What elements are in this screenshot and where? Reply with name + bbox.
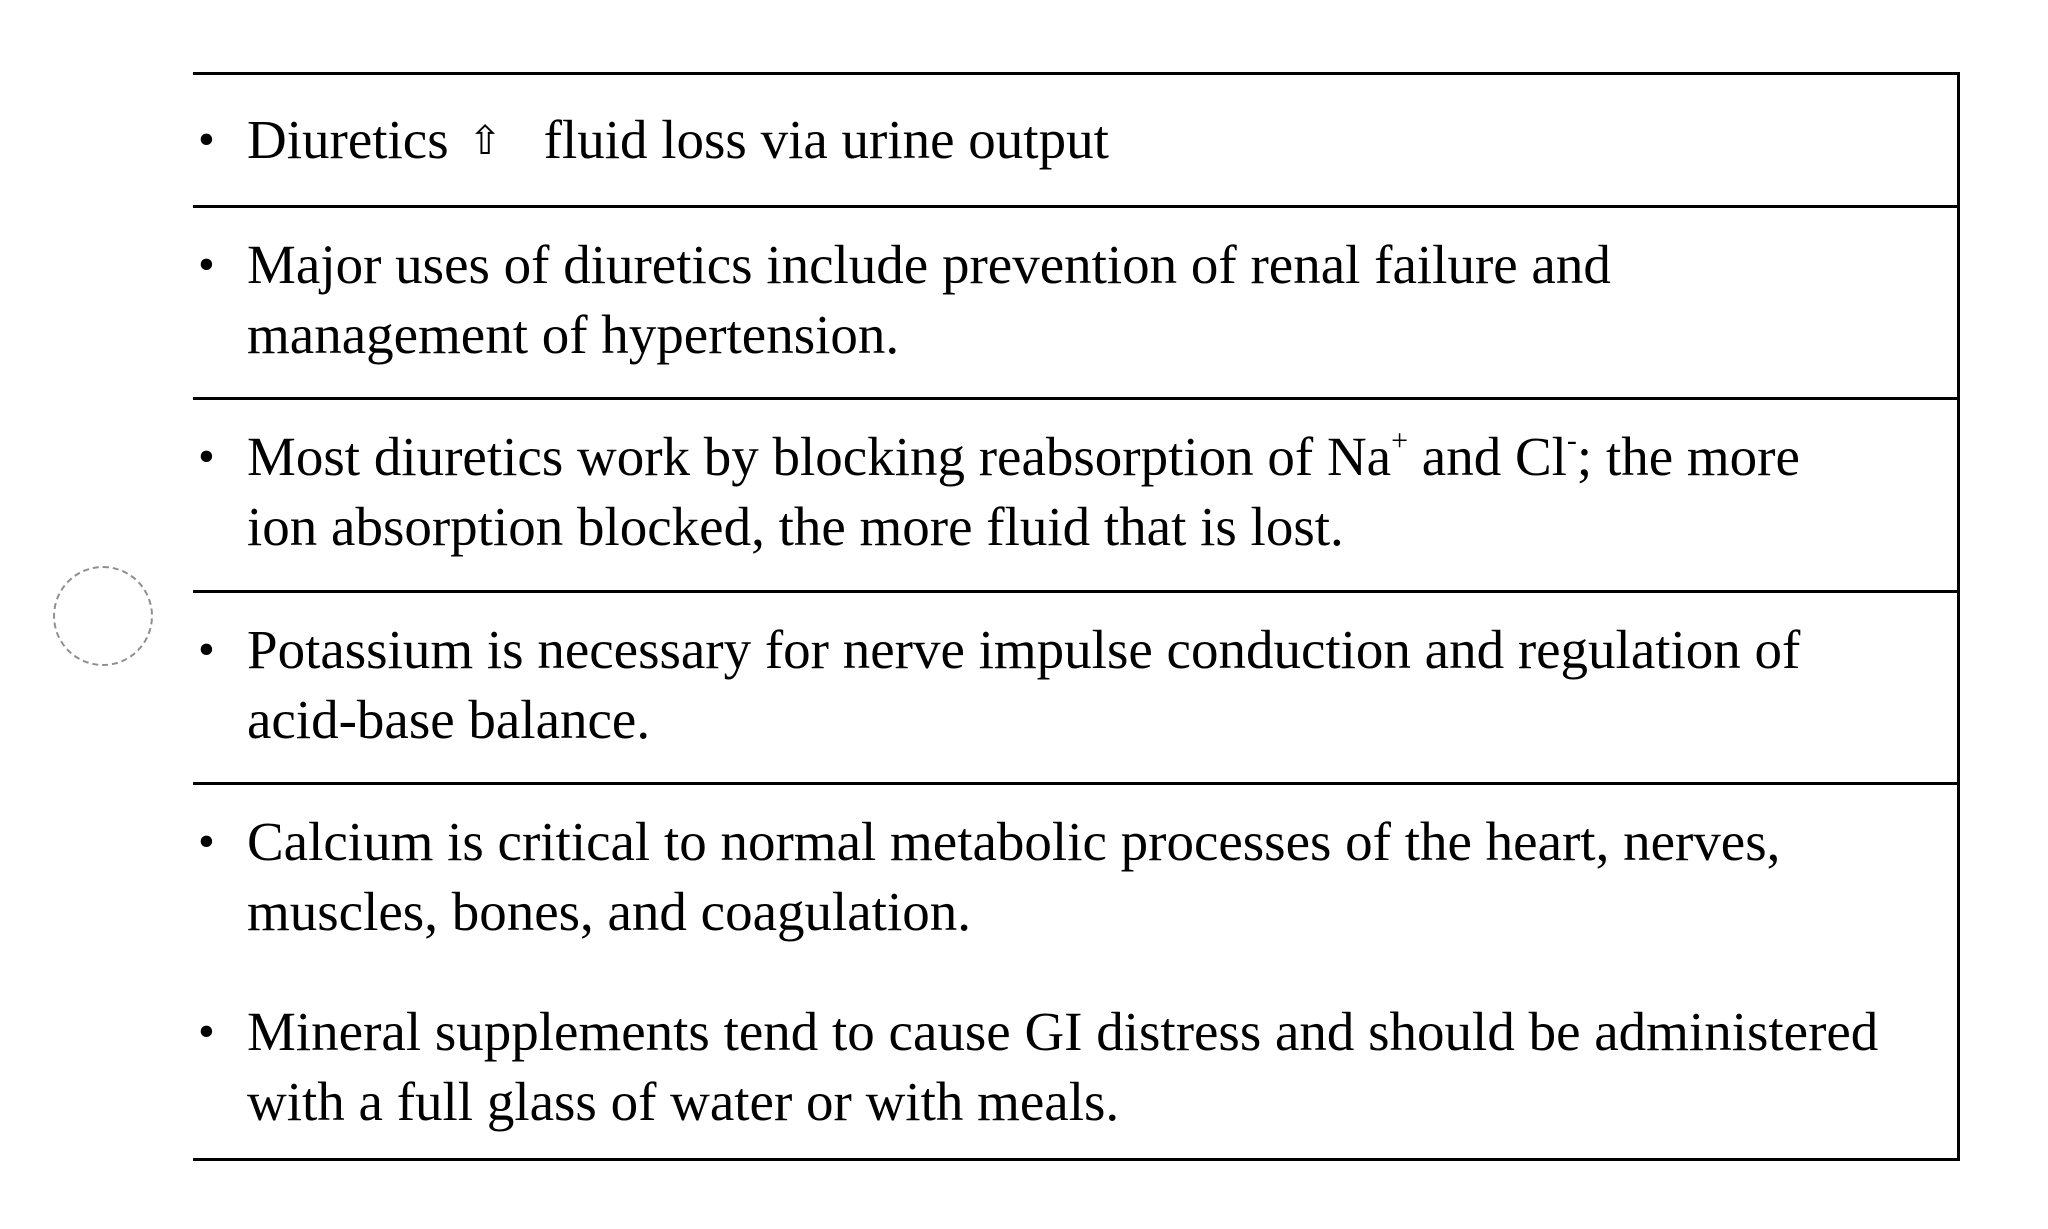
item-text: Diuretics [247, 109, 449, 170]
bullet-icon: • [198, 1005, 215, 1058]
item-text-line: Potassium is necessary for nerve impulse conduction and regulation of [247, 619, 1801, 680]
bullet-icon: • [198, 238, 215, 291]
item-text-line: Calcium is critical to normal metabolic processes of the heart, nerves, [247, 811, 1781, 872]
list-item [193, 75, 1960, 208]
item-text-line: with a full glass of water or with meals. [247, 1071, 1120, 1132]
item-text-line: Mineral supplements tend to cause GI distress and should be administered [247, 1001, 1879, 1062]
item-text-line: muscles, bones, and coagulation. [247, 881, 971, 942]
item-text-line: Major uses of diuretics include prevention of renal failure and [247, 234, 1611, 295]
content-box [193, 72, 1960, 1161]
cursor-indicator-ring [53, 566, 153, 666]
bullet-icon: • [198, 113, 215, 166]
up-arrow-icon: ⇧ [468, 118, 502, 164]
item-text: Most diuretics work by blocking reabsorption of Na [247, 426, 1392, 487]
list-item [193, 400, 1960, 593]
superscript-plus: + [1391, 423, 1409, 457]
bullet-icon: • [198, 430, 215, 483]
bullet-icon: • [198, 623, 215, 676]
item-text: ; the more [1576, 426, 1800, 487]
item-text-line: acid-base balance. [247, 689, 651, 750]
item-text: and Cl [1408, 426, 1567, 487]
list-item [193, 208, 1960, 400]
list-item [193, 975, 1960, 1161]
item-text-line: management of hypertension. [247, 304, 900, 365]
superscript-minus: - [1566, 423, 1577, 457]
bullet-icon: • [198, 815, 215, 868]
list-item [193, 785, 1960, 975]
list-item [193, 593, 1960, 785]
item-text: fluid loss via urine output [543, 109, 1109, 170]
item-text-line: ion absorption blocked, the more fluid that is lost. [247, 496, 1344, 557]
